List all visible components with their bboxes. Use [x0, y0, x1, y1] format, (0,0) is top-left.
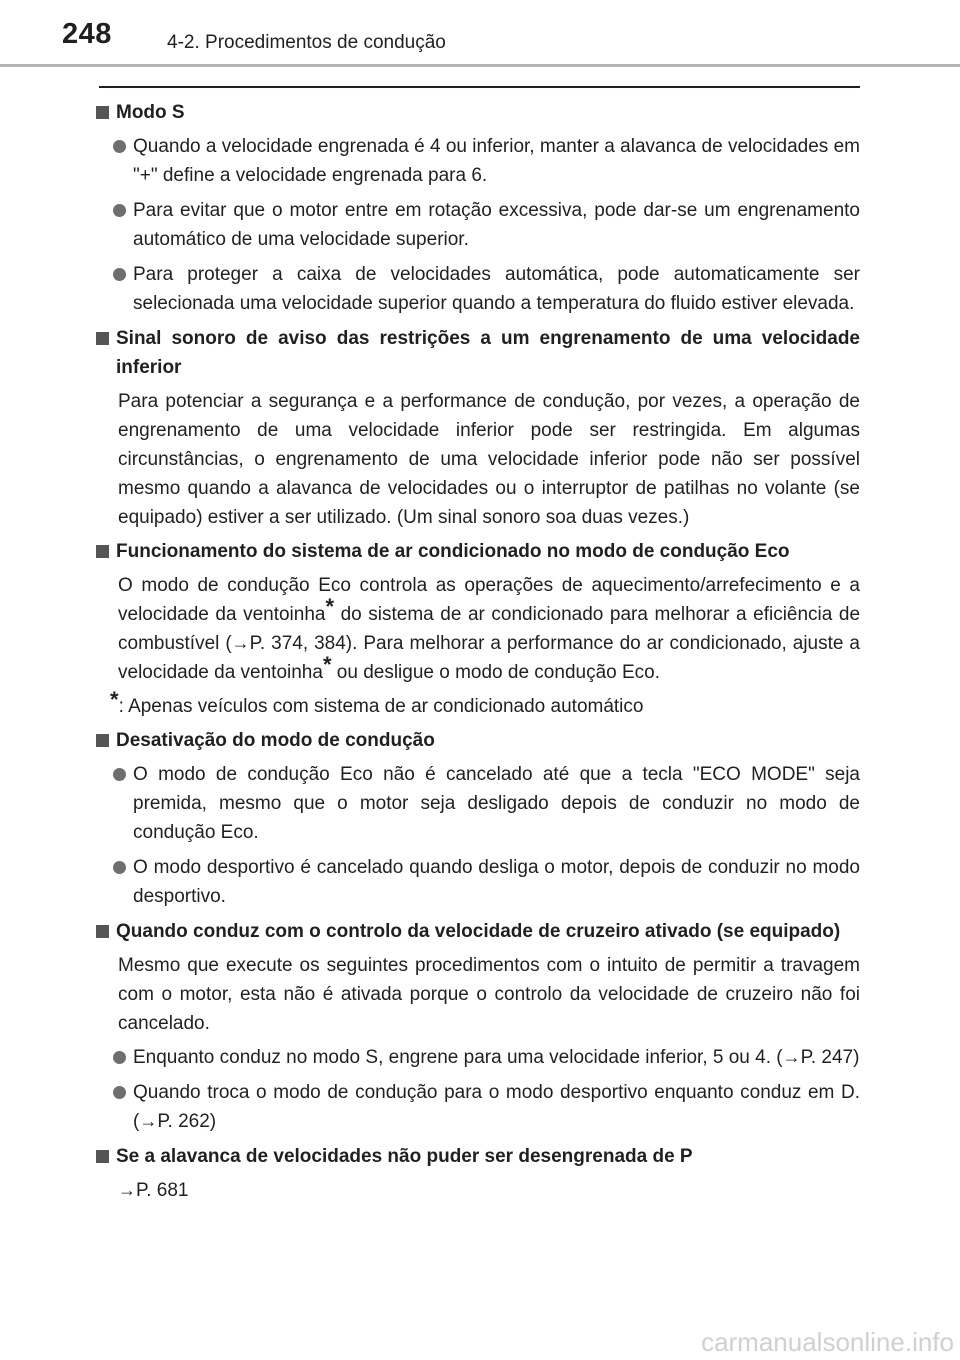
- section-body: Para potenciar a segurança e a performance de condução, por vezes, a operação de engrenamento de uma velocidade inferior pode ser restringida. Em algumas circunstâncias, o engrenamento de uma velocidade inferior pode não ser possível mesmo quando a alavanca de velocidades ou o interruptor de patilhas no volante (se equipado) estiver a ser utilizado. (Um sinal sonoro soa duas vezes.): [118, 391, 860, 528]
- square-bullet-icon: [96, 1150, 109, 1163]
- square-bullet-icon: [96, 106, 109, 119]
- section-downshift-warning: [96, 324, 860, 532]
- section-cruise-control: [96, 917, 860, 1136]
- arrow-right-icon: →: [231, 633, 250, 653]
- page-reference[interactable]: P. 262): [157, 1111, 217, 1132]
- section-modo-s: [96, 98, 860, 318]
- circle-bullet-icon: [113, 861, 126, 874]
- section-heading: Funcionamento do sistema de ar condicionado no modo de condução Eco: [96, 537, 860, 566]
- page-reference[interactable]: P. 681: [136, 1180, 189, 1201]
- section-body: O modo de condução Eco controla as operações de aquecimento/arrefecimento e a velocidade da ventoinha* do sistema de ar condicionado para melhorar a eficiência de combustível (→P. 374, 384). Para melhorar a performance do ar condicionado, ajuste a velocidade da ventoinha* ou desligue o modo de condução Eco.: [118, 575, 861, 683]
- section-heading: Quando conduz com o controlo da velocidade de cruzeiro ativado (se equipado): [96, 917, 860, 946]
- list-item: Quando troca o modo de condução para o modo desportivo enquanto conduz em D. (→P. 262): [96, 1078, 860, 1136]
- section-body: [96, 1176, 860, 1205]
- square-bullet-icon: [96, 332, 109, 345]
- asterisk-mark: *: [110, 687, 119, 712]
- square-bullet-icon: [96, 734, 109, 747]
- section-heading: Desativação do modo de condução: [96, 726, 860, 755]
- list-item: Para evitar que o motor entre em rotação excessiva, pode dar-se um engrenamento automático de uma velocidade superior.: [96, 196, 860, 254]
- list-item: O modo de condução Eco não é cancelado até que a tecla "ECO MODE" seja premida, mesmo que o motor seja desligado depois de conduzir no modo de condução Eco.: [96, 760, 860, 847]
- section-drive-mode-deactivation: [96, 726, 860, 911]
- circle-bullet-icon: [113, 1051, 126, 1064]
- asterisk-mark: *: [322, 652, 332, 677]
- section-heading: Se a alavanca de velocidades não puder ser desengrenada de P: [96, 1142, 860, 1171]
- square-bullet-icon: [96, 925, 109, 938]
- header-divider: [0, 64, 960, 67]
- circle-bullet-icon: [113, 768, 126, 781]
- arrow-right-icon: →: [118, 1180, 136, 1200]
- circle-bullet-icon: [113, 140, 126, 153]
- arrow-right-icon: →: [139, 1111, 158, 1131]
- section-heading: Modo S: [96, 98, 860, 127]
- watermark: carmanualsonline.info: [701, 1327, 954, 1357]
- list-item: Enquanto conduz no modo S, engrene para uma velocidade inferior, 5 ou 4. (→P. 247): [96, 1043, 860, 1072]
- list-item: Para proteger a caixa de velocidades automática, pode automaticamente ser selecionada uma velocidade superior quando a temperatura do fluido estiver elevada.: [96, 260, 860, 318]
- page-reference[interactable]: P. 374, 384). Para melhorar a performance do ar condicionado, ajuste a velocidade da ventoinha: [118, 633, 860, 683]
- page-number: 248: [62, 18, 112, 50]
- section-heading: Sinal sonoro de aviso das restrições a um engrenamento de uma velocidade inferior: [96, 324, 860, 382]
- page-content: [96, 98, 860, 1210]
- content-top-rule: [99, 86, 860, 88]
- section-shift-lever-stuck: [96, 1142, 860, 1205]
- section-eco-air-conditioning: [96, 537, 860, 721]
- page-reference[interactable]: P. 247): [800, 1047, 860, 1068]
- circle-bullet-icon: [113, 1086, 126, 1099]
- footnote: *: Apenas veículos com sistema de ar condicionado automático: [110, 687, 644, 717]
- asterisk-mark: *: [325, 594, 335, 619]
- section-title: 4-2. Procedimentos de condução: [167, 32, 446, 53]
- section-body: Mesmo que execute os seguintes procedimentos com o intuito de permitir a travagem com o motor, esta não é ativada porque o controlo da velocidade de cruzeiro não foi cancelado.: [118, 955, 860, 1034]
- list-item: O modo desportivo é cancelado quando desliga o motor, depois de conduzir no modo desportivo.: [96, 853, 860, 911]
- page-header: [0, 0, 960, 70]
- circle-bullet-icon: [113, 268, 126, 281]
- list-item: Quando a velocidade engrenada é 4 ou inferior, manter a alavanca de velocidades em "+" define a velocidade engrenada para 6.: [96, 132, 860, 190]
- arrow-right-icon: →: [782, 1047, 801, 1067]
- square-bullet-icon: [96, 545, 109, 558]
- circle-bullet-icon: [113, 204, 126, 217]
